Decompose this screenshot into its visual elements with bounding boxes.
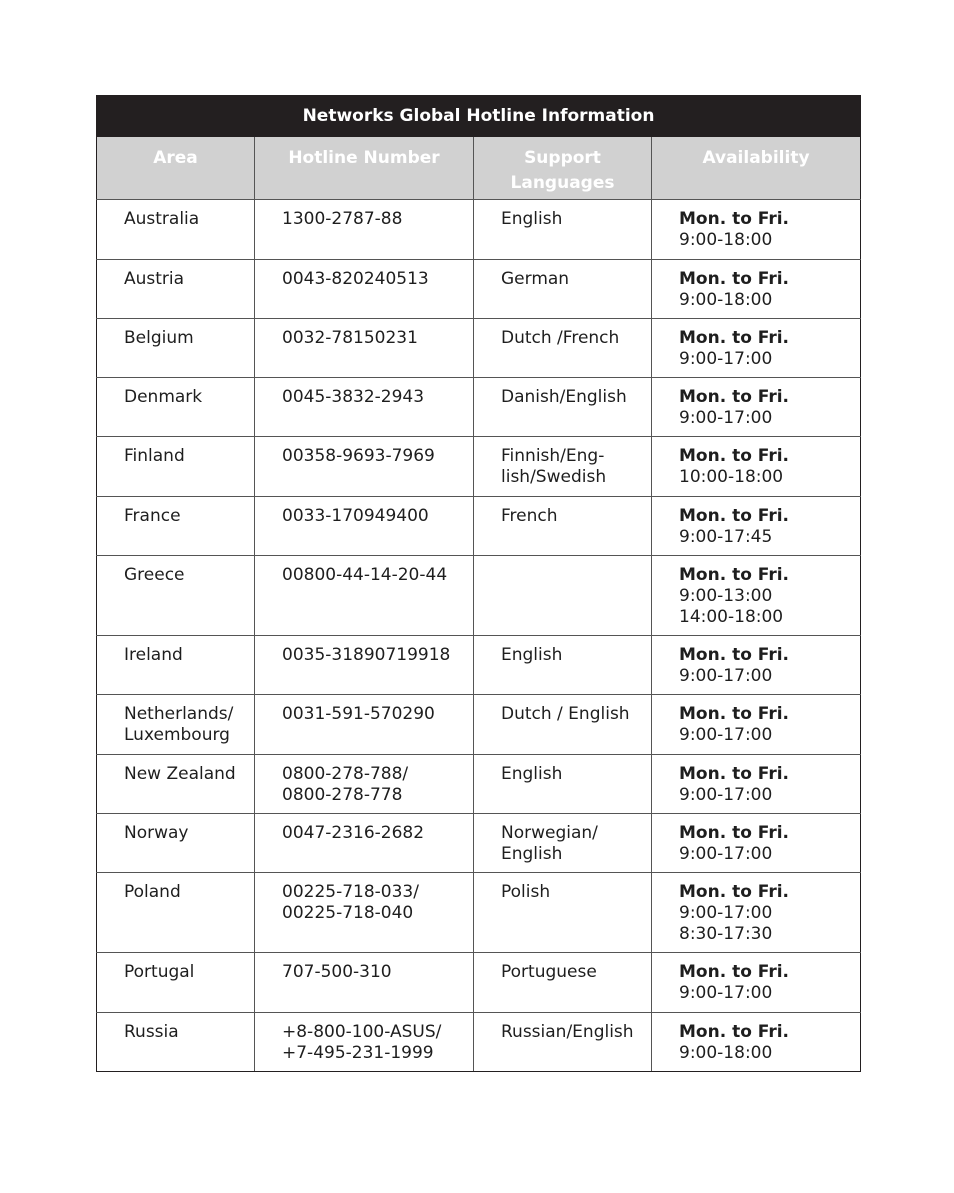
availability-days: Mon. to Fri.: [679, 387, 789, 407]
availability-days: Mon. to Fri.: [679, 704, 789, 724]
table-row: [97, 378, 861, 437]
availability-cell: [652, 636, 861, 695]
support-languages-cell: English: [474, 636, 652, 695]
hotline-number-cell: 00225-718-033/ 00225-718-040: [255, 873, 474, 953]
availability-hours: 9:00-18:00: [679, 1043, 773, 1063]
support-languages-cell: Portuguese: [474, 953, 652, 1013]
availability-cell: [652, 695, 861, 755]
area-cell: Norway: [97, 814, 255, 873]
area-cell: New Zealand: [97, 755, 255, 814]
table-row: [97, 873, 861, 953]
area-cell: Australia: [97, 200, 255, 260]
availability-days: Mon. to Fri.: [679, 962, 789, 982]
hotline-number-cell: 00800-44-14-20-44: [255, 556, 474, 636]
table-row: [97, 497, 861, 556]
availability-cell: [652, 873, 861, 953]
availability-cell: [652, 814, 861, 873]
table-row: [97, 437, 861, 497]
table-row: [97, 755, 861, 814]
area-cell: France: [97, 497, 255, 556]
availability-cell: [652, 319, 861, 378]
table-row: [97, 260, 861, 319]
hotline-number-cell: 0035-31890719918: [255, 636, 474, 695]
availability-cell: [652, 378, 861, 437]
table-title: Networks Global Hotline Information: [97, 96, 861, 137]
availability-days: Mon. to Fri.: [679, 506, 789, 526]
area-cell: Finland: [97, 437, 255, 497]
availability-hours: 9:00-18:00: [679, 290, 773, 310]
table-row: [97, 556, 861, 636]
availability-days: Mon. to Fri.: [679, 1022, 789, 1042]
area-cell: Russia: [97, 1013, 255, 1072]
availability-cell: [652, 437, 861, 497]
support-languages-cell: Dutch / English: [474, 695, 652, 755]
area-cell: Austria: [97, 260, 255, 319]
area-cell: Greece: [97, 556, 255, 636]
availability-hours: 9:00-17:00: [679, 983, 773, 1003]
table-row: [97, 695, 861, 755]
availability-hours: 9:00-17:00: [679, 844, 773, 864]
area-cell: Poland: [97, 873, 255, 953]
availability-hours: 9:00-13:00 14:00-18:00: [679, 586, 784, 627]
availability-cell: [652, 755, 861, 814]
support-languages-cell: Danish/English: [474, 378, 652, 437]
hotline-number-cell: 0800-278-788/ 0800-278-778: [255, 755, 474, 814]
availability-cell: [652, 200, 861, 260]
table-row: [97, 814, 861, 873]
availability-hours: 9:00-17:00 8:30-17:30: [679, 903, 773, 944]
area-cell: Portugal: [97, 953, 255, 1013]
support-languages-cell: English: [474, 200, 652, 260]
table-row: [97, 319, 861, 378]
table-row: [97, 200, 861, 260]
availability-cell: [652, 556, 861, 636]
availability-days: Mon. to Fri.: [679, 645, 789, 665]
hotline-number-cell: 0032-78150231: [255, 319, 474, 378]
availability-days: Mon. to Fri.: [679, 328, 789, 348]
availability-days: Mon. to Fri.: [679, 882, 789, 902]
availability-hours: 9:00-17:00: [679, 666, 773, 686]
support-languages-cell: German: [474, 260, 652, 319]
availability-cell: [652, 497, 861, 556]
availability-cell: [652, 953, 861, 1013]
availability-days: Mon. to Fri.: [679, 269, 789, 289]
area-cell: Ireland: [97, 636, 255, 695]
availability-hours: 9:00-17:45: [679, 527, 773, 547]
availability-hours: 9:00-17:00: [679, 725, 773, 745]
table-body: [97, 200, 861, 1072]
hotline-number-cell: 0033-170949400: [255, 497, 474, 556]
availability-days: Mon. to Fri.: [679, 565, 789, 585]
hotline-number-cell: 707-500-310: [255, 953, 474, 1013]
hotline-number-cell: +8-800-100-ASUS/ +7-495-231-1999: [255, 1013, 474, 1072]
availability-days: Mon. to Fri.: [679, 764, 789, 784]
header-row: [97, 137, 861, 200]
area-cell: Denmark: [97, 378, 255, 437]
availability-hours: 9:00-17:00: [679, 785, 773, 805]
table-row: [97, 636, 861, 695]
hotline-number-cell: 0047-2316-2682: [255, 814, 474, 873]
availability-days: Mon. to Fri.: [679, 446, 789, 466]
title-row: [97, 96, 861, 137]
support-languages-cell: Norwegian/ English: [474, 814, 652, 873]
availability-hours: 9:00-17:00: [679, 408, 773, 428]
table-row: [97, 1013, 861, 1072]
hotline-number-cell: 00358-9693-7969: [255, 437, 474, 497]
area-cell: Belgium: [97, 319, 255, 378]
header-area: Area: [97, 137, 255, 200]
availability-hours: 9:00-18:00: [679, 230, 773, 250]
availability-cell: [652, 260, 861, 319]
support-languages-cell: Russian/English: [474, 1013, 652, 1072]
area-cell: Netherlands/ Luxembourg: [97, 695, 255, 755]
support-languages-cell: [474, 556, 652, 636]
hotline-number-cell: 0031-591-570290: [255, 695, 474, 755]
hotline-number-cell: 0045-3832-2943: [255, 378, 474, 437]
support-languages-cell: Polish: [474, 873, 652, 953]
hotline-number-cell: 1300-2787-88: [255, 200, 474, 260]
availability-days: Mon. to Fri.: [679, 823, 789, 843]
support-languages-cell: French: [474, 497, 652, 556]
availability-cell: [652, 1013, 861, 1072]
hotline-number-cell: 0043-820240513: [255, 260, 474, 319]
support-languages-cell: Finnish/Eng- lish/Swedish: [474, 437, 652, 497]
table-row: [97, 953, 861, 1013]
support-languages-cell: Dutch /French: [474, 319, 652, 378]
header-availability: Availability: [652, 137, 861, 200]
availability-hours: 10:00-18:00: [679, 467, 784, 487]
header-support-languages: Support Languages: [474, 137, 652, 200]
availability-days: Mon. to Fri.: [679, 209, 789, 229]
header-hotline-number: Hotline Number: [255, 137, 474, 200]
support-languages-cell: English: [474, 755, 652, 814]
hotline-table: [96, 95, 861, 1072]
availability-hours: 9:00-17:00: [679, 349, 773, 369]
